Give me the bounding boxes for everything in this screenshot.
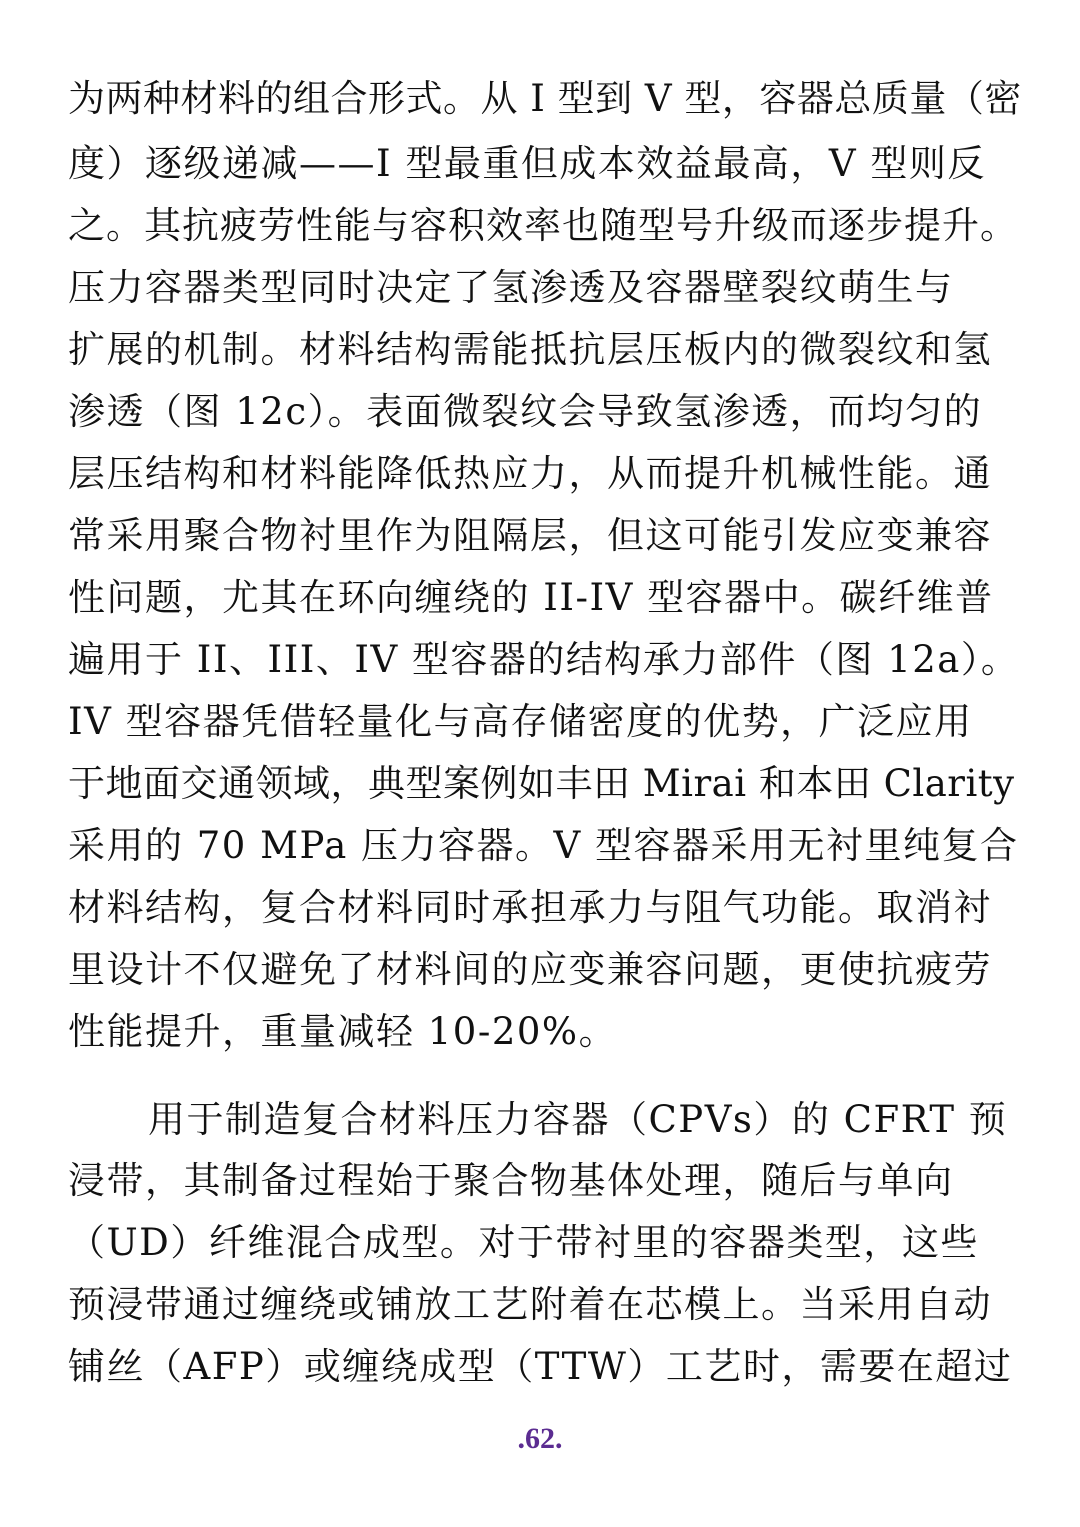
text-line: IV 型容器凭借轻量化与高存储密度的优势，广泛应用 (68, 700, 973, 743)
text-line: 为两种材料的组合形式。从 I 型到 V 型，容器总质量（密 (68, 77, 1022, 120)
text-line: 于地面交通领域，典型案例如丰田 Mirai 和本田 Clarity (68, 762, 1015, 805)
text-line: 用于制造复合材料压力容器（CPVs）的 CFRT 预 (148, 1098, 1008, 1141)
text-line: 遍用于 II、III、IV 型容器的结构承力部件（图 12a）。 (68, 638, 1020, 681)
text-line: 性问题，尤其在环向缠绕的 II-IV 型容器中。碳纤维普 (68, 576, 994, 619)
text-line: 材料结构，复合材料同时承担承力与阻气功能。取消衬 (68, 886, 992, 929)
text-line: 采用的 70 MPa 压力容器。V 型容器采用无衬里纯复合 (68, 824, 1019, 867)
text-line: 预浸带通过缠绕或铺放工艺附着在芯模上。当采用自动 (68, 1283, 992, 1326)
text-line: 浸带，其制备过程始于聚合物基体处理，随后与单向 (68, 1159, 954, 1202)
text-line: （UD）纤维混合成型。对于带衬里的容器类型，这些 (68, 1221, 979, 1264)
page-number: .62. (517, 1422, 563, 1455)
text-line: 渗透（图 12c）。表面微裂纹会导致氢渗透，而均匀的 (68, 390, 983, 433)
text-line: 之。其抗疲劳性能与容积效率也随型号升级而逐步提升。 (68, 204, 1018, 247)
text-line: 常采用聚合物衬里作为阻隔层，但这可能引发应变兼容 (68, 514, 992, 557)
text-line: 铺丝（AFP）或缠绕成型（TTW）工艺时，需要在超过 (68, 1345, 1013, 1388)
text-line: 性能提升，重量减轻 10-20%。 (68, 1010, 618, 1053)
text-line: 层压结构和材料能降低热应力，从而提升机械性能。通 (68, 452, 992, 495)
text-line: 里设计不仅避免了材料间的应变兼容问题，更使抗疲劳 (68, 948, 992, 991)
text-line: 扩展的机制。材料结构需能抵抗层压板内的微裂纹和氢 (68, 328, 992, 371)
text-line: 度）逐级递减——I 型最重但成本效益最高，V 型则反 (68, 142, 986, 185)
text-line: 压力容器类型同时决定了氢渗透及容器壁裂纹萌生与 (68, 266, 954, 309)
